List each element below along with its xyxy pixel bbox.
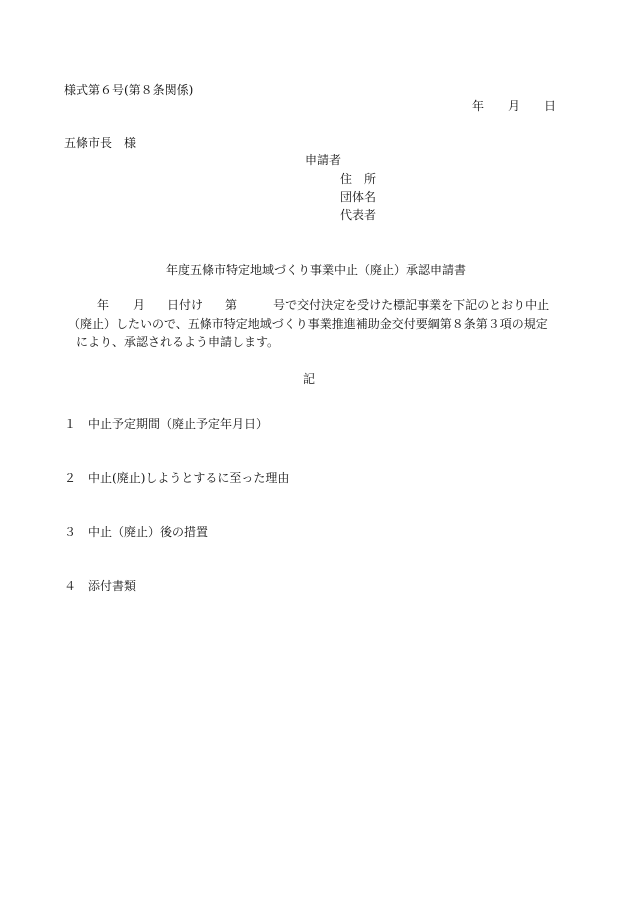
body-year-label: 年 <box>97 298 110 312</box>
ki-marker: 記 <box>303 372 316 386</box>
body-line-2: （廃止）したいので、五條市特定地域づくり事業推進補助金交付要綱第８条第３項の規定 <box>68 317 548 331</box>
item-label: 添付書類 <box>88 579 137 593</box>
item-number: ３ <box>64 525 77 539</box>
list-item <box>64 416 268 432</box>
item-number: １ <box>64 417 77 431</box>
list-item <box>64 470 289 486</box>
body-line-1 <box>97 297 549 313</box>
body-line-1-rest: 号で交付決定を受けた標記事業を下記のとおり中止 <box>273 298 550 312</box>
body-line-3: により、承認されるよう申請します。 <box>76 335 280 349</box>
item-label: 中止(廃止)しようとするに至った理由 <box>88 471 290 485</box>
applicant-heading: 申請者 <box>305 153 342 167</box>
document-title: 年度五條市特定地域づくり事業中止（廃止）承認申請書 <box>166 263 467 277</box>
addressee: 五條市長 様 <box>64 136 137 150</box>
applicant-rep-label: 代表者 <box>340 208 377 222</box>
date-day-label: 日 <box>544 99 557 113</box>
body-number-prefix: 第 <box>225 298 238 312</box>
body-month-label: 月 <box>133 298 146 312</box>
body-dated-label: 日付け <box>167 298 204 312</box>
date-year-label: 年 <box>472 99 485 113</box>
applicant-address-label: 住 所 <box>340 172 377 186</box>
item-label: 中止予定期間（廃止予定年月日） <box>88 417 269 431</box>
form-number: 様式第６号(第８条関係) <box>64 83 194 97</box>
date-line <box>472 98 556 114</box>
item-label: 中止（廃止）後の措置 <box>88 525 209 539</box>
list-item <box>64 524 208 540</box>
date-month-label: 月 <box>508 99 521 113</box>
item-number: ２ <box>64 471 77 485</box>
applicant-org-label: 団体名 <box>340 190 377 204</box>
list-item <box>64 578 136 594</box>
item-number: ４ <box>64 579 77 593</box>
